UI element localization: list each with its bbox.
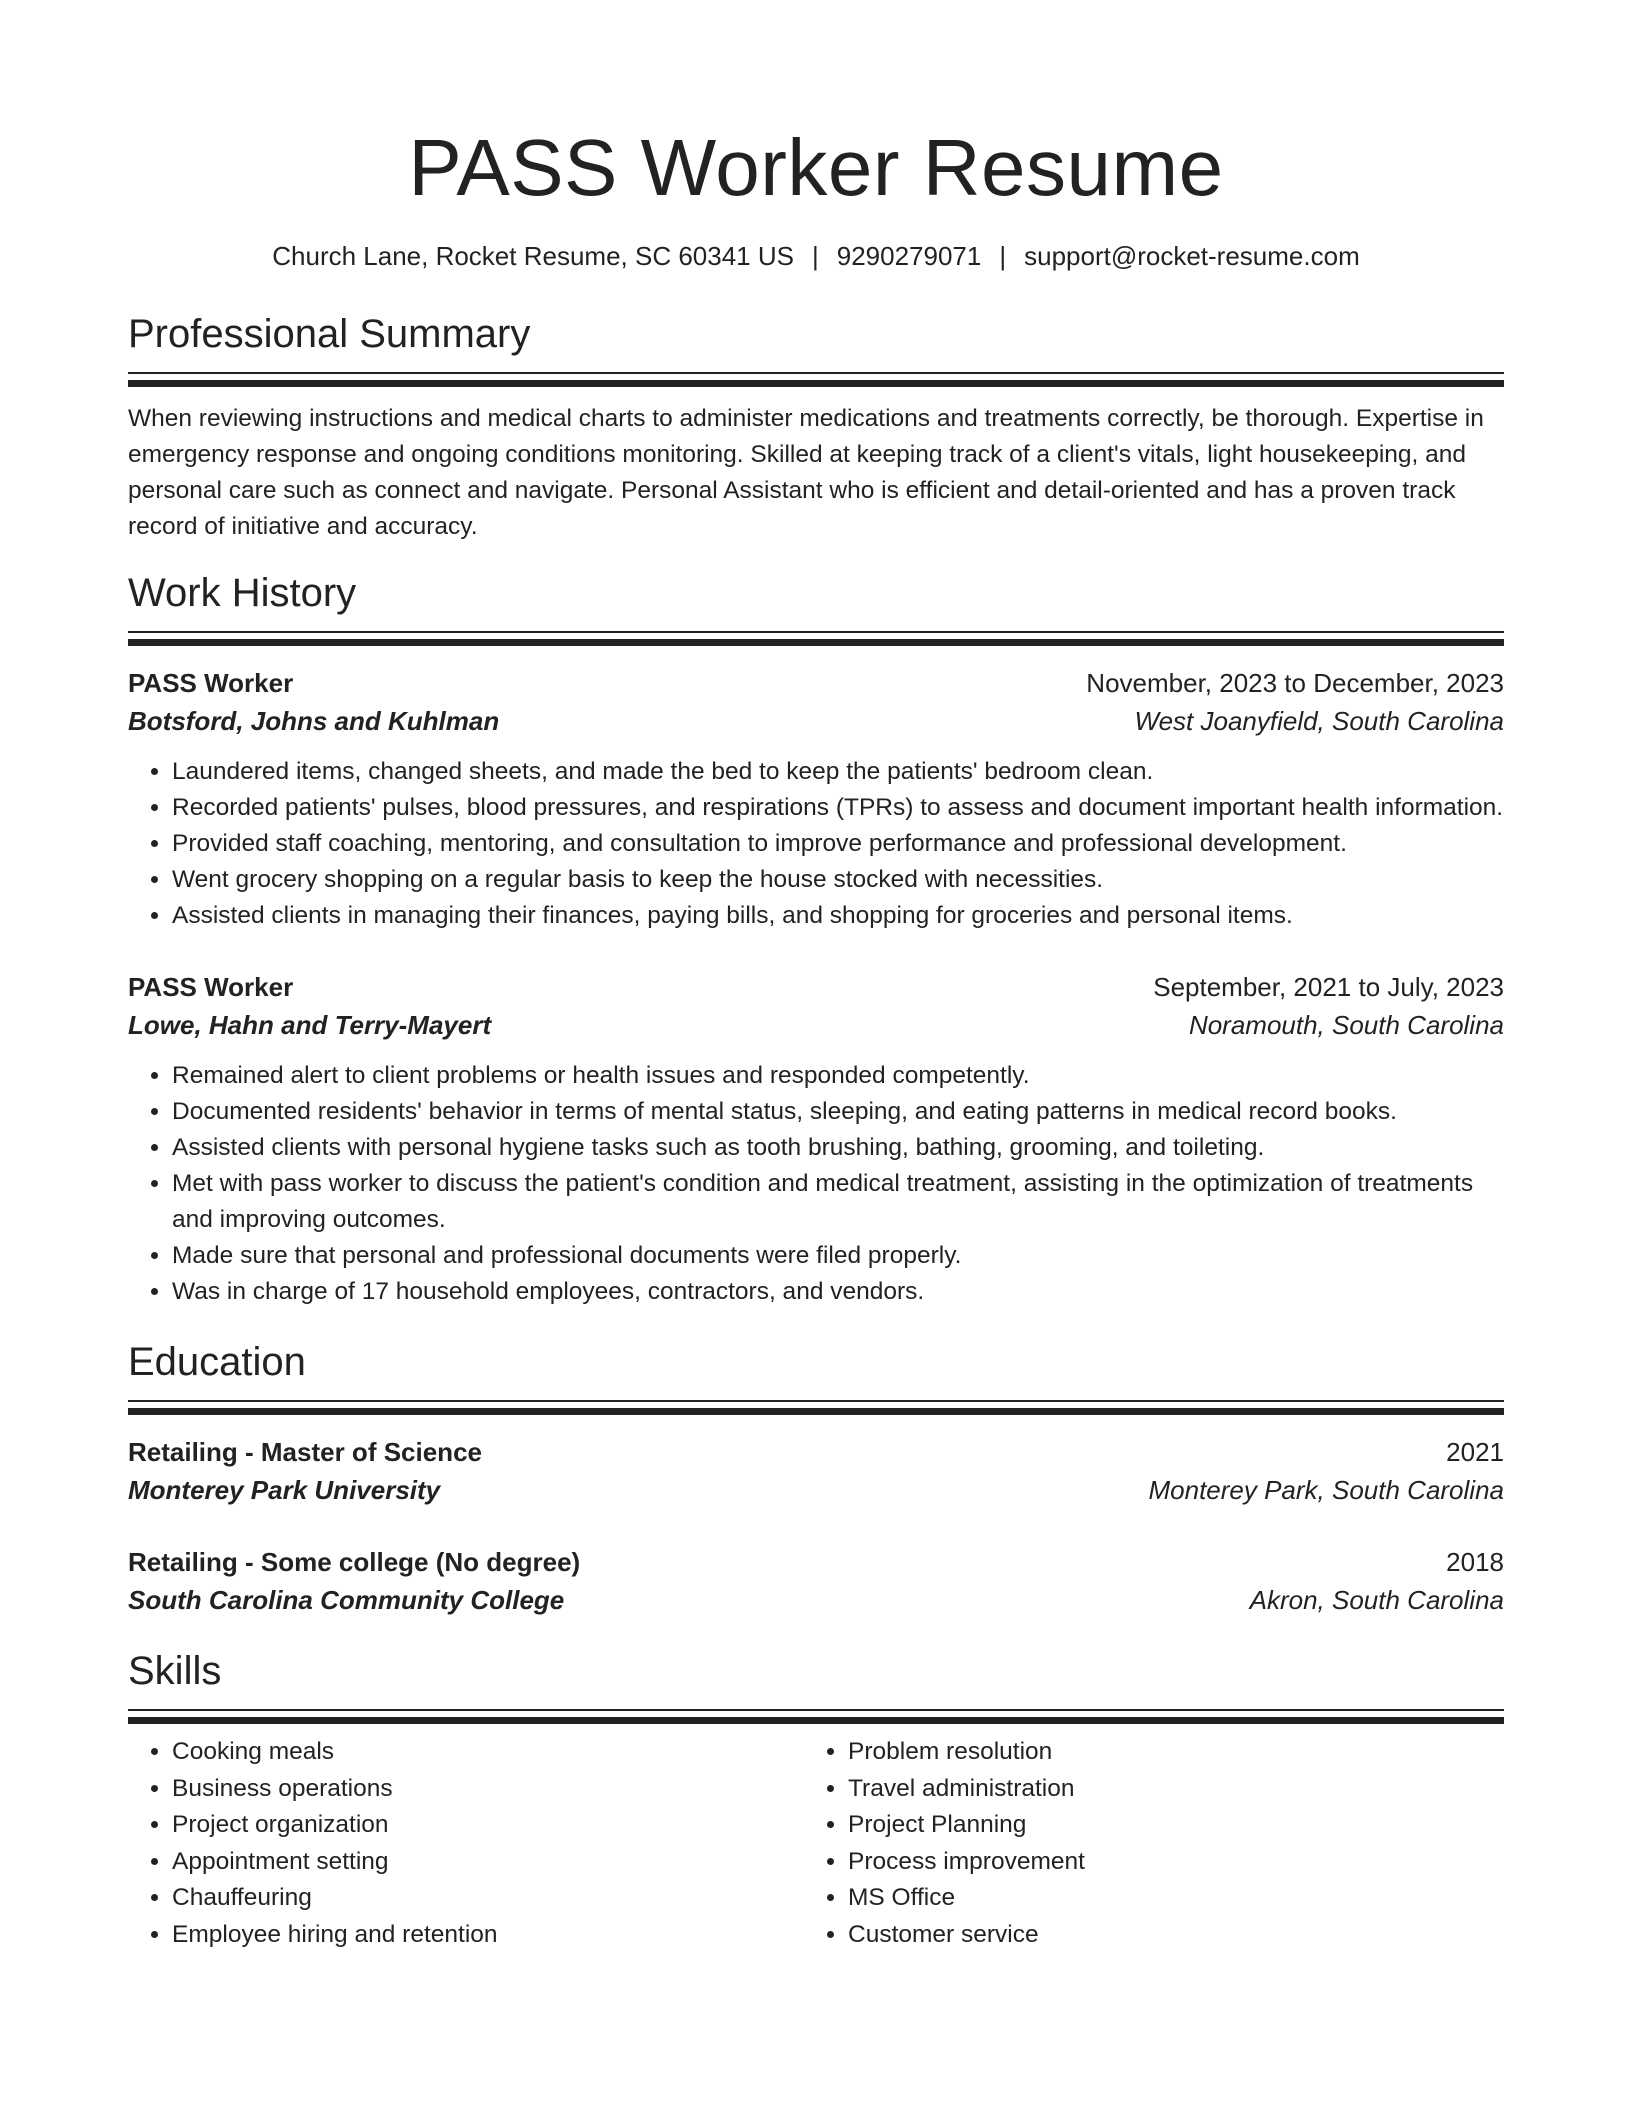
job-dates: November, 2023 to December, 2023: [1086, 668, 1504, 698]
skills-list-left: [128, 1734, 804, 1953]
job-bullet-list: [128, 1058, 1504, 1310]
skill-item: • Process improvement: [848, 1844, 1504, 1881]
section-title-education: Education: [128, 1340, 306, 1384]
contact-phone: 9290279071: [836, 241, 982, 271]
skill-item: • Project Planning: [848, 1807, 1504, 1844]
job-bullet: • Went grocery shopping on a regular basis to keep the house stocked with necessities.: [172, 862, 1504, 898]
job-title: PASS Worker: [128, 972, 294, 1002]
section-title-work-history: Work History: [128, 571, 357, 615]
resume-name: PASS Worker Resume: [408, 123, 1224, 212]
work-history-section: [128, 567, 1504, 1310]
contact-address: Church Lane, Rocket Resume, SC 60341 US: [272, 241, 794, 271]
job-bullet: • Remained alert to client problems or health issues and responded competently.: [172, 1058, 1504, 1094]
section-divider: [128, 1400, 1504, 1415]
education-section: [128, 1336, 1504, 1619]
education-school: South Carolina Community College: [128, 1585, 565, 1615]
education-location: Monterey Park, South Carolina: [1148, 1475, 1504, 1505]
job-location: Noramouth, South Carolina: [1188, 1010, 1504, 1040]
education-location: Akron, South Carolina: [1249, 1585, 1504, 1615]
job-company-row: [128, 1006, 1504, 1044]
job-bullet: • Documented residents' behavior in terms of mental status, sleeping, and eating patterns in medical record books.: [172, 1094, 1504, 1130]
job-header-row: [128, 968, 1504, 1006]
job-bullet: • Made sure that personal and professional documents were filed properly.: [172, 1238, 1504, 1274]
skills-section: [128, 1645, 1504, 1953]
education-year: 2018: [1446, 1547, 1504, 1577]
job-bullet: • Assisted clients with personal hygiene tasks such as tooth brushing, bathing, grooming, and toileting.: [172, 1130, 1504, 1166]
skill-item: • Employee hiring and retention: [172, 1917, 804, 1954]
job-bullet: • Met with pass worker to discuss the patient's condition and medical treatment, assisting in the optimization of treatments and improving outcomes.: [172, 1166, 1504, 1238]
skills-list-right: [804, 1734, 1504, 1953]
job-company: Lowe, Hahn and Terry-Mayert: [128, 1010, 492, 1040]
job-bullet-list: [128, 754, 1504, 934]
skill-item: • Cooking meals: [172, 1734, 804, 1771]
education-school: Monterey Park University: [128, 1475, 441, 1505]
skill-item: • Chauffeuring: [172, 1880, 804, 1917]
education-header-row: [128, 1433, 1504, 1471]
section-title-summary: Professional Summary: [128, 312, 531, 356]
job-entry: [128, 968, 1504, 1310]
education-school-row: [128, 1471, 1504, 1509]
section-divider: [128, 631, 1504, 646]
summary-text: When reviewing instructions and medical charts to administer medications and treatments correctly, be thorough. Expertise in emergency response and ongoing conditions monitoring. Skilled at keeping track of a client's vitals, light housekeeping, and personal care such as connect and navigate. Personal Assistant who is efficient and detail-oriented and has a proven track record of initiative and accuracy.: [128, 405, 1484, 540]
education-degree: Retailing - Some college (No degree): [128, 1547, 581, 1577]
education-entry: [128, 1433, 1504, 1509]
skill-item: • Problem resolution: [848, 1734, 1504, 1771]
job-dates: September, 2021 to July, 2023: [1153, 972, 1504, 1002]
job-bullet: • Was in charge of 17 household employees, contractors, and vendors.: [172, 1274, 1504, 1310]
job-header-row: [128, 664, 1504, 702]
section-title-skills: Skills: [128, 1649, 222, 1693]
contact-separator: |: [999, 241, 1007, 271]
job-title: PASS Worker: [128, 668, 294, 698]
education-header-row: [128, 1543, 1504, 1581]
skill-item: • Customer service: [848, 1917, 1504, 1954]
job-bullet: • Assisted clients in managing their finances, paying bills, and shopping for groceries and personal items.: [172, 898, 1504, 934]
education-year: 2021: [1446, 1437, 1504, 1467]
section-divider: [128, 1709, 1504, 1724]
job-bullet: • Laundered items, changed sheets, and made the bed to keep the patients' bedroom clean.: [172, 754, 1504, 790]
job-company: Botsford, Johns and Kuhlman: [128, 706, 500, 736]
contact-separator: |: [811, 241, 819, 271]
skill-item: • Travel administration: [848, 1771, 1504, 1808]
contact-line: [128, 238, 1504, 274]
job-location: West Joanyfield, South Carolina: [1134, 706, 1504, 736]
job-bullet: • Recorded patients' pulses, blood pressures, and respirations (TPRs) to assess and document important health information.: [172, 790, 1504, 826]
education-entry: [128, 1543, 1504, 1619]
skill-item: • MS Office: [848, 1880, 1504, 1917]
skill-item: • Business operations: [172, 1771, 804, 1808]
skills-columns: [128, 1734, 1504, 1953]
skill-item: • Project organization: [172, 1807, 804, 1844]
job-bullet: • Provided staff coaching, mentoring, and consultation to improve performance and professional development.: [172, 826, 1504, 862]
summary-section: [128, 308, 1504, 545]
contact-email: support@rocket-resume.com: [1024, 241, 1360, 271]
education-school-row: [128, 1581, 1504, 1619]
job-company-row: [128, 702, 1504, 740]
education-degree: Retailing - Master of Science: [128, 1437, 482, 1467]
skill-item: • Appointment setting: [172, 1844, 804, 1881]
job-entry: [128, 664, 1504, 934]
section-divider: [128, 372, 1504, 387]
